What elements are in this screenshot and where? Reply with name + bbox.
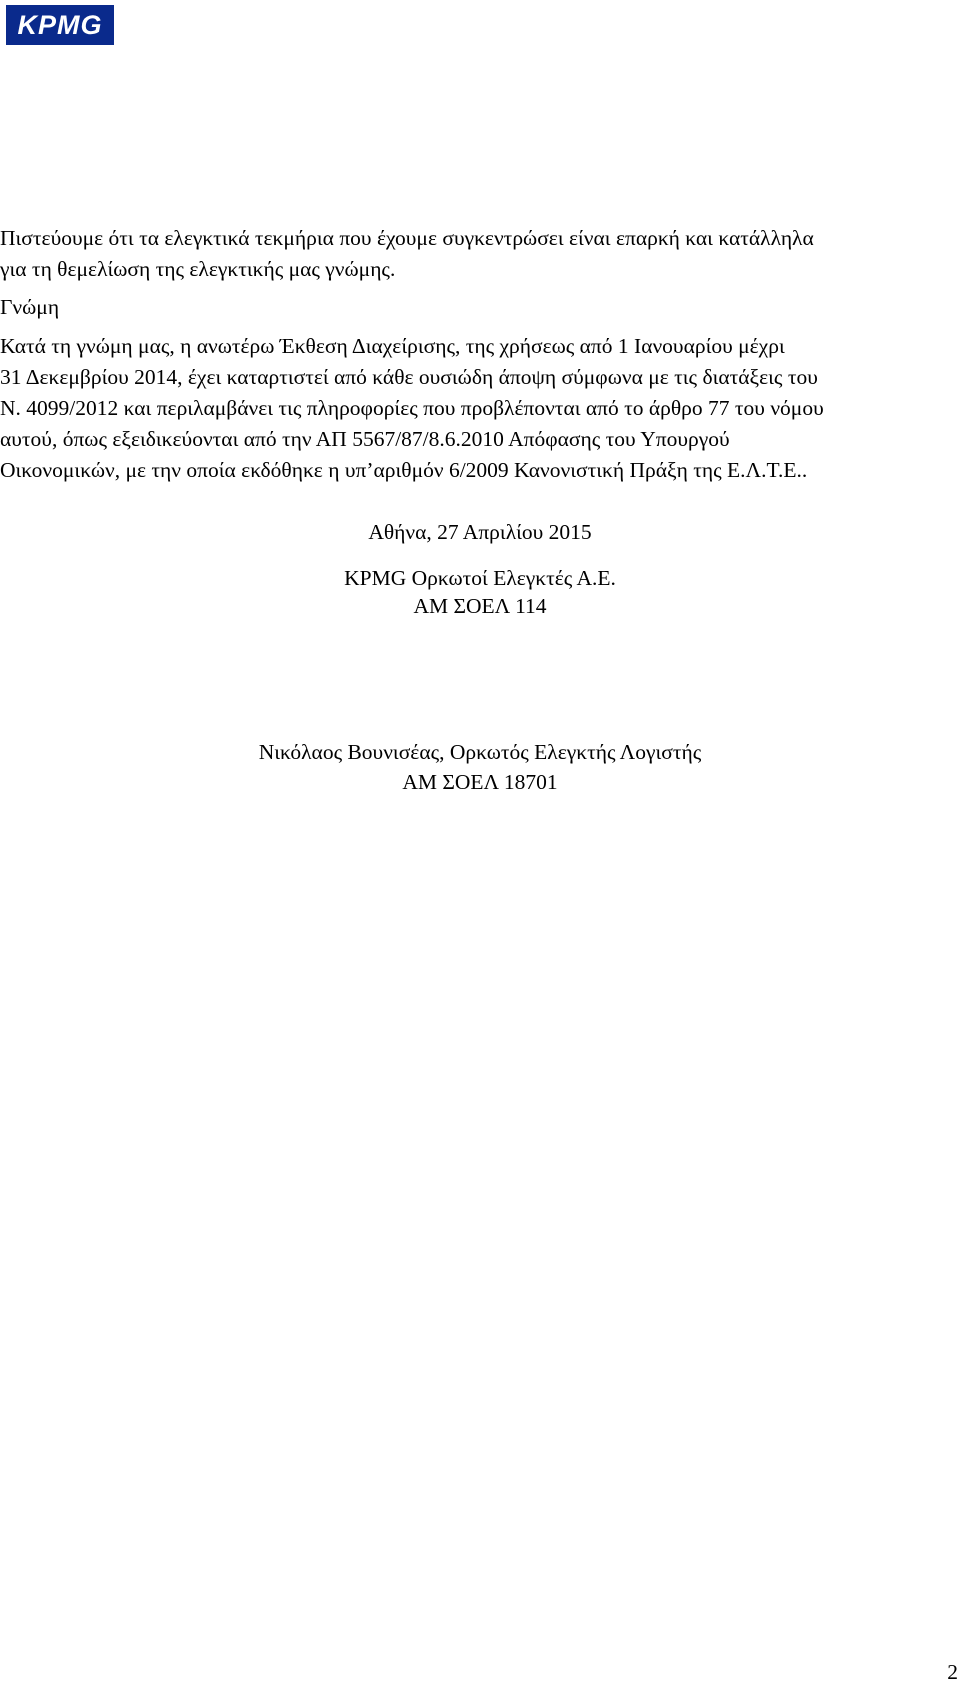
opinion-line-1: Κατά τη γνώμη μας, η ανωτέρω Έκθεση Διαχείρισης, της χρήσεως από 1 Ιανουαρίου μέχρι	[0, 334, 785, 358]
firm-name: KPMG Ορκωτοί Ελεγκτές Α.Ε.	[344, 566, 616, 590]
kpmg-logo-text: KPMG	[17, 9, 103, 40]
opinion-line-3: Ν. 4099/2012 και περιλαμβάνει τις πληροφορίες που προβλέπονται από το άρθρο 77 του νόμου	[0, 396, 824, 420]
page-number: 2	[947, 1660, 958, 1684]
evidence-line-2: για τη θεμελίωση της ελεγκτικής μας γνώμης.	[0, 257, 396, 281]
kpmg-logo	[6, 5, 114, 45]
opinion-line-5: Οικονομικών, με την οποία εκδόθηκε η υπ’αριθμόν 6/2009 Κανονιστική Πράξη της Ε.Λ.Τ.Ε..	[0, 458, 808, 482]
opinion-heading: Γνώμη	[0, 295, 60, 319]
opinion-line-4: αυτού, όπως εξειδικεύονται από την ΑΠ 5567/87/8.6.2010 Απόφασης του Υπουργού	[0, 427, 730, 451]
opinion-line-2: 31 Δεκεμβρίου 2014, έχει καταρτιστεί από κάθε ουσιώδη άποψη σύμφωνα με τις διατάξεις του	[0, 365, 818, 389]
auditor-registration: ΑΜ ΣΟΕΛ 18701	[402, 770, 558, 794]
auditor-name: Νικόλαος Βουνισέας, Ορκωτός Ελεγκτής Λογιστής	[258, 740, 702, 764]
firm-registration: ΑΜ ΣΟΕΛ 114	[413, 594, 547, 618]
place-date: Αθήνα, 27 Απριλίου 2015	[368, 520, 592, 544]
evidence-line-1: Πιστεύουμε ότι τα ελεγκτικά τεκμήρια που έχουμε συγκεντρώσει είναι επαρκή και κατάλληλα	[0, 226, 814, 250]
